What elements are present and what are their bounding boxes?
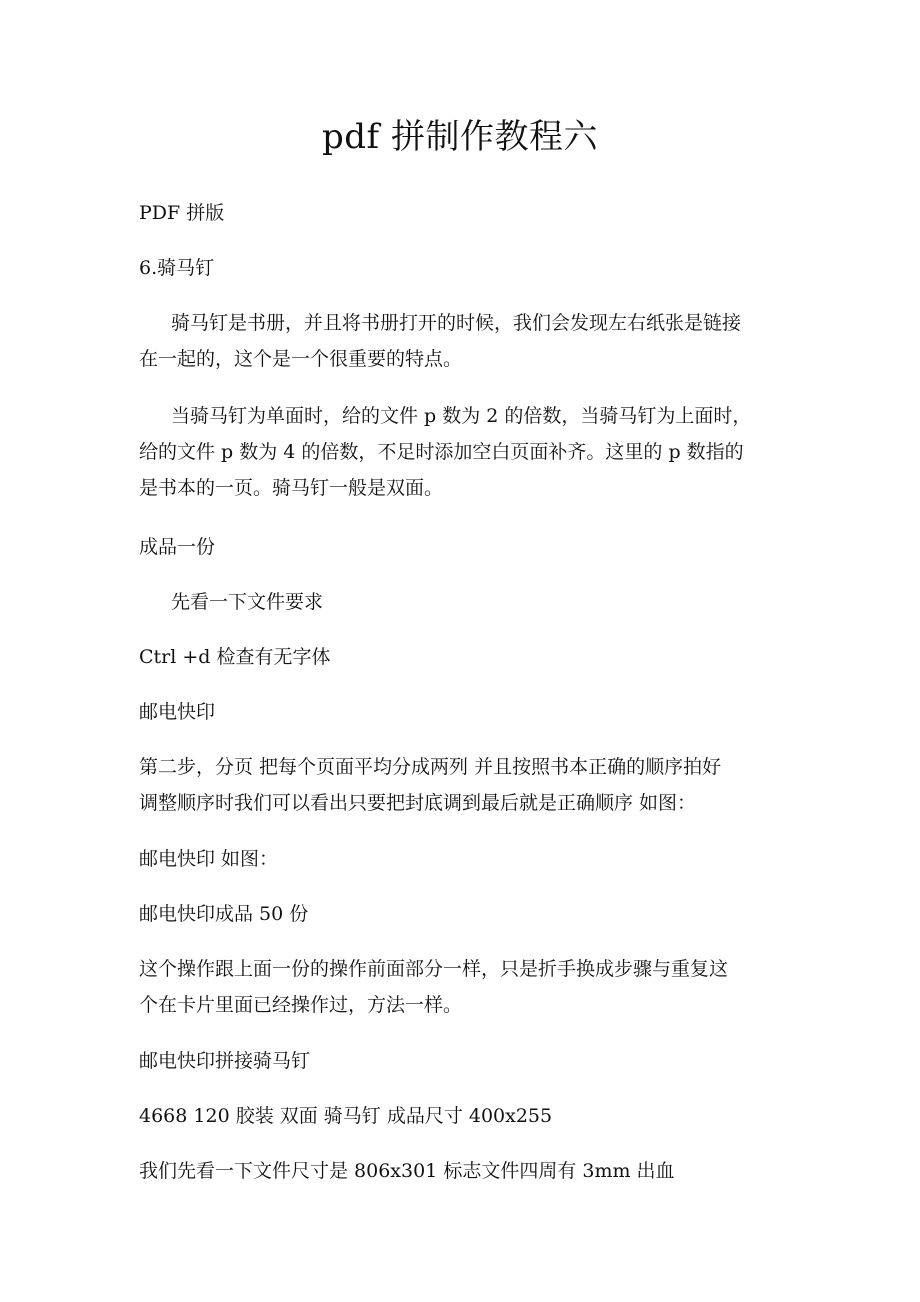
paragraph-step-two: [139, 749, 785, 821]
text-line: 邮电快印: [139, 701, 216, 723]
paragraph-pdf-imposition: [139, 195, 785, 231]
paragraph-join-saddle-stitch: [139, 1043, 785, 1079]
paragraph-font-check: [139, 639, 785, 675]
paragraph-file-size: [139, 1153, 785, 1189]
text-line: 个在卡片里面已经操作过，方法一样。: [139, 994, 463, 1016]
paragraph-page-count-rules: [139, 398, 785, 506]
paragraph-fifty-copies: [139, 896, 785, 932]
text-line: 是书本的一页。骑马钉一般是双面。: [139, 477, 444, 499]
paragraph-one-copy: [139, 529, 785, 565]
text-line: 给的文件 p 数为 4 的倍数，不足时添加空白页面补齐。这里的 p 数指的: [139, 441, 744, 463]
paragraph-job-spec: [139, 1098, 785, 1134]
paragraph-file-requirements: [139, 584, 785, 620]
paragraph-see-figure: [139, 841, 785, 877]
text-line: 先看一下文件要求: [171, 591, 324, 613]
text-line: 当骑马钉为单面时，给的文件 p 数为 2 的倍数，当骑马钉为上面时，: [171, 405, 752, 427]
text-line: 4668 120 胶装 双面 骑马钉 成品尺寸 400x255: [139, 1105, 553, 1127]
paragraph-saddle-stitch-intro: [139, 305, 785, 377]
paragraph-same-operation: [139, 951, 785, 1023]
text-line: 邮电快印成品 50 份: [139, 903, 309, 925]
text-line: 第二步，分页 把每个页面平均分成两列 并且按照书本正确的顺序拍好: [139, 756, 722, 778]
text-line: 成品一份: [139, 536, 216, 558]
page-title: pdf 拼制作教程六: [322, 117, 598, 157]
text-line: 骑马钉是书册，并且将书册打开的时候，我们会发现左右纸张是链接: [171, 312, 742, 334]
paragraph-shop-name: [139, 694, 785, 730]
text-line: 在一起的，这个是一个很重要的特点。: [139, 348, 463, 370]
text-line: 调整顺序时我们可以看出只要把封底调到最后就是正确顺序 如图：: [139, 792, 697, 814]
text-line: 我们先看一下文件尺寸是 806x301 标志文件四周有 3mm 出血: [139, 1160, 675, 1182]
text-line: 邮电快印拼接骑马钉: [139, 1050, 311, 1072]
text-line: Ctrl +d 检查有无字体: [139, 646, 331, 668]
paragraph-section-heading: [139, 250, 785, 286]
text-line: 6.骑马钉: [139, 257, 215, 279]
text-line: 这个操作跟上面一份的操作前面部分一样，只是折手换成步骤与重复这: [139, 958, 729, 980]
text-line: 邮电快印 如图：: [139, 848, 279, 870]
text-line: PDF 拼版: [139, 202, 225, 224]
